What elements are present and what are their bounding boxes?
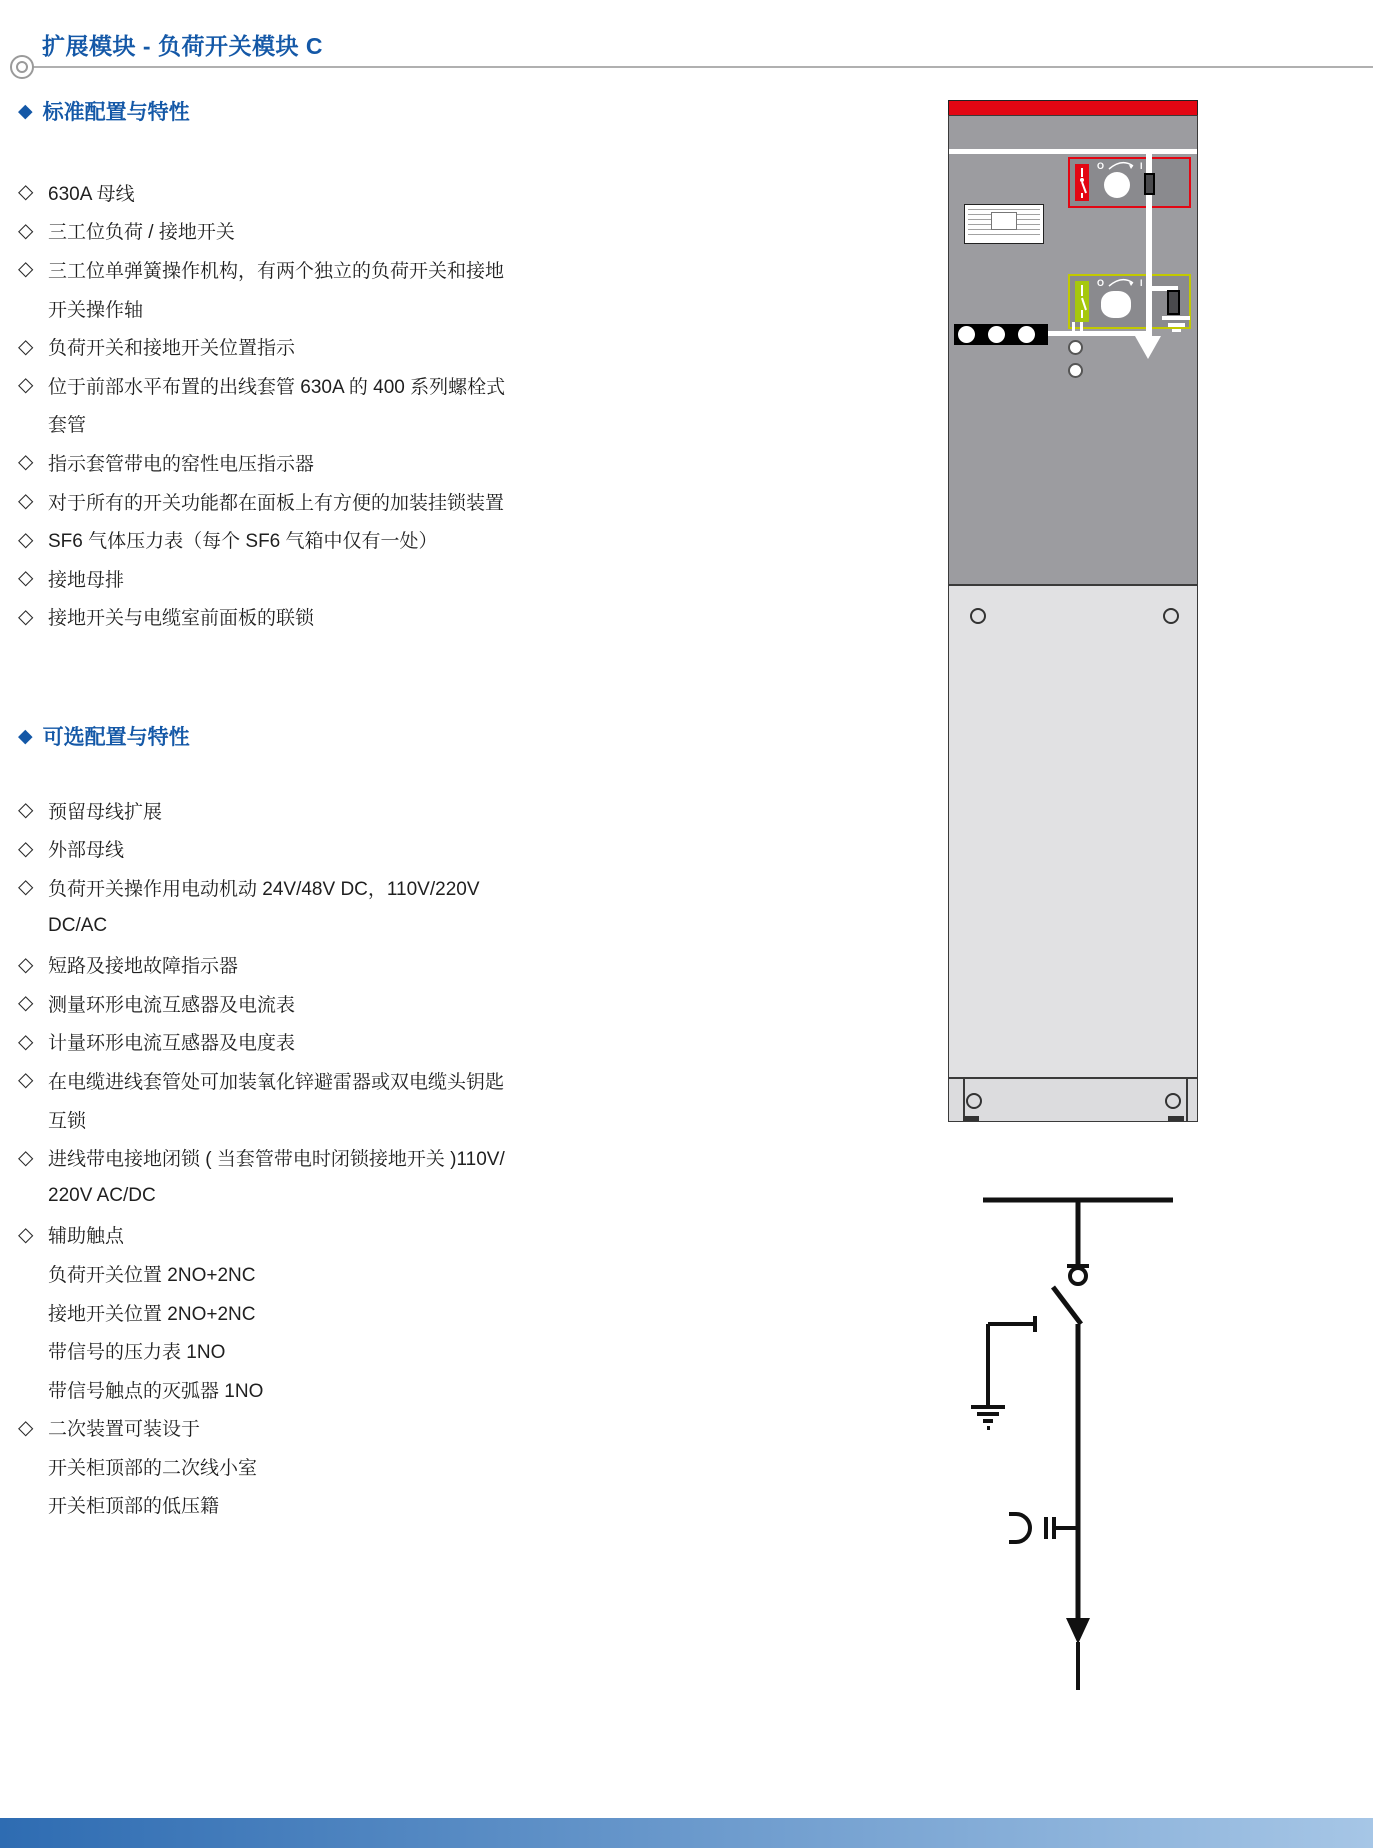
rating-plate <box>964 204 1044 244</box>
feature-text: 接地开关位置 2NO+2NC <box>48 1303 256 1325</box>
feature-text: 接地开关与电缆室前面板的联锁 <box>48 608 315 630</box>
cabinet-lower-panel <box>948 585 1198 1078</box>
hollow-diamond-bullet-icon: ◇ <box>18 1223 34 1246</box>
switch-blade <box>1053 1287 1081 1324</box>
hollow-diamond-bullet-icon: ◇ <box>18 374 34 397</box>
bushing-icon <box>958 326 975 343</box>
feature-item-continuation <box>18 1447 658 1486</box>
feature-text: 预留母线扩展 <box>48 801 163 823</box>
bushing-dot-icon <box>1038 330 1047 339</box>
hollow-diamond-bullet-icon: ◇ <box>18 528 34 551</box>
feature-item-continuation <box>18 1486 658 1525</box>
indicator-lamp <box>1068 340 1083 355</box>
switch-knob <box>1101 291 1131 318</box>
feature-item <box>18 482 658 521</box>
feature-text: 位于前部水平布置的出线套管 630A 的 400 系列螺栓式 <box>48 376 506 398</box>
feature-text: 三工位负荷 / 接地开关 <box>48 222 235 244</box>
optional-section-heading <box>18 721 190 751</box>
feature-text: 计量环形电流互感器及电度表 <box>48 1033 296 1055</box>
feature-text: 三工位单弹簧操作机构，有两个独立的负荷开关和接地 <box>48 260 505 282</box>
hollow-diamond-bullet-icon: ◇ <box>18 1030 34 1053</box>
page-footer-bar <box>0 1818 1373 1848</box>
hollow-diamond-bullet-icon: ◇ <box>18 567 34 590</box>
base-hole-icon <box>1165 1093 1181 1109</box>
feature-text: 二次装置可装设于 <box>48 1419 201 1441</box>
earthing-switch-symbol-icon <box>1075 281 1089 322</box>
feature-text: 630A 母线 <box>48 183 135 205</box>
feature-text: 辅助触点 <box>48 1226 125 1248</box>
feature-text: 带信号的压力表 1NO <box>48 1342 226 1364</box>
feature-text: 进线带电接地闭锁 ( 当套管带电时闭锁接地开关 )110V/ <box>48 1149 505 1171</box>
indicator-lamp <box>1068 363 1083 378</box>
hollow-diamond-bullet-icon: ◇ <box>18 335 34 358</box>
hollow-diamond-bullet-icon: ◇ <box>18 876 34 899</box>
feature-item-continuation <box>18 907 658 946</box>
screw-icon <box>970 608 986 624</box>
switch-pivot-circle <box>1070 1268 1086 1284</box>
feature-item <box>18 250 658 289</box>
feature-item <box>18 868 658 907</box>
feature-item <box>18 598 658 637</box>
feature-text: 互锁 <box>48 1110 87 1132</box>
filled-diamond-icon: ◆ <box>18 725 33 747</box>
feature-text: 开关操作轴 <box>48 299 144 321</box>
earth-coupler <box>1167 290 1180 315</box>
earth-symbol <box>1172 329 1181 332</box>
filled-diamond-icon: ◆ <box>18 100 33 122</box>
feature-text: 套管 <box>48 415 87 437</box>
feature-item <box>18 1023 658 1062</box>
hollow-diamond-bullet-icon: ◇ <box>18 799 34 822</box>
rotate-arrow-icon <box>1106 278 1138 288</box>
feature-text: 开关柜顶部的二次线小室 <box>48 1457 258 1479</box>
feature-item <box>18 791 658 830</box>
feature-text: 对于所有的开关功能都在面板上有方便的加装挂锁装置 <box>48 492 505 514</box>
cabinet-foot <box>963 1116 979 1121</box>
load-switch-symbol-icon <box>1075 164 1089 201</box>
open-close-indicator: O I <box>1097 160 1143 171</box>
open-close-indicator: O I <box>1097 277 1143 288</box>
ring-ornament-icon <box>10 55 34 79</box>
hollow-diamond-bullet-icon: ◇ <box>18 1146 34 1169</box>
feature-item-continuation <box>18 405 658 444</box>
bushing-icon <box>988 326 1005 343</box>
standard-feature-list <box>18 173 658 636</box>
feature-text: 在电缆进线套管处可加装氧化锌避雷器或双电缆头钥匙 <box>48 1071 505 1093</box>
bushing-dot-icon <box>978 330 987 339</box>
feature-text: 负荷开关位置 2NO+2NC <box>48 1264 256 1286</box>
feature-text: 接地母排 <box>48 569 125 591</box>
single-line-diagram <box>950 1190 1190 1700</box>
connector-tick <box>1072 322 1075 333</box>
feature-item <box>18 984 658 1023</box>
rotate-arrow-icon <box>1106 161 1138 171</box>
feature-item <box>18 366 658 405</box>
feature-item <box>18 559 658 598</box>
hollow-diamond-bullet-icon: ◇ <box>18 219 34 242</box>
hollow-diamond-bullet-icon: ◇ <box>18 258 34 281</box>
screw-icon <box>1163 608 1179 624</box>
feature-item-continuation <box>18 1370 658 1409</box>
feature-text: SF6 气体压力表（每个 SF6 气箱中仅有一处） <box>48 531 438 553</box>
feature-item <box>18 327 658 366</box>
feature-item <box>18 173 658 212</box>
standard-section-heading <box>18 96 190 126</box>
load-switch-operation-box <box>1068 157 1191 208</box>
feature-text: 220V AC/DC <box>48 1185 156 1207</box>
feature-text: DC/AC <box>48 915 108 937</box>
feature-item-continuation <box>18 1293 658 1332</box>
feature-item <box>18 1061 658 1100</box>
standard-heading-text: 标准配置与特性 <box>42 101 190 124</box>
feature-item-continuation <box>18 1254 658 1293</box>
feature-item <box>18 212 658 251</box>
feature-text: 负荷开关和接地开关位置指示 <box>48 338 296 360</box>
feature-item-continuation <box>18 1100 658 1139</box>
feature-item <box>18 443 658 482</box>
hollow-diamond-bullet-icon: ◇ <box>18 1069 34 1092</box>
cable-arrow <box>1066 1618 1090 1644</box>
feature-item <box>18 830 658 869</box>
hollow-diamond-bullet-icon: ◇ <box>18 490 34 513</box>
feature-item-continuation <box>18 289 658 328</box>
bushing-icon <box>1018 326 1035 343</box>
hollow-diamond-bullet-icon: ◇ <box>18 181 34 204</box>
switch-knob <box>1104 172 1130 198</box>
switchgear-cabinet-illustration <box>948 100 1198 1122</box>
page-title: 扩展模块 - 负荷开关模块 C <box>42 33 323 59</box>
hollow-diamond-bullet-icon: ◇ <box>18 451 34 474</box>
optional-heading-text: 可选配置与特性 <box>42 726 190 749</box>
feature-text: 负荷开关操作用电动机动 24V/48V DC，110V/220V <box>48 878 480 900</box>
feature-text: 测量环形电流互感器及电流表 <box>48 994 296 1016</box>
bushing-dot-icon <box>1008 330 1017 339</box>
header-divider <box>24 66 1373 68</box>
feature-item <box>18 945 658 984</box>
capacitive-indicator-symbol <box>1009 1514 1030 1542</box>
bushing-connection-line <box>1048 331 1149 336</box>
feature-text: 开关柜顶部的低压籍 <box>48 1496 220 1518</box>
connector-tick <box>1080 322 1083 333</box>
cable-bushing-strip <box>954 324 1048 345</box>
busbar-arrow-icon <box>1135 336 1161 359</box>
feature-item <box>18 1138 658 1177</box>
hollow-diamond-bullet-icon: ◇ <box>18 837 34 860</box>
feature-item <box>18 1409 658 1448</box>
hollow-diamond-bullet-icon: ◇ <box>18 992 34 1015</box>
cabinet-foot <box>1168 1116 1184 1121</box>
busbar-coupler <box>1144 173 1155 195</box>
hollow-diamond-bullet-icon: ◇ <box>18 605 34 628</box>
feature-text: 短路及接地故障指示器 <box>48 956 239 978</box>
feature-text: 外部母线 <box>48 840 125 862</box>
earth-symbol <box>1162 316 1190 320</box>
feature-item <box>18 520 658 559</box>
feature-text: 指示套管带电的窑性电压指示器 <box>48 453 315 475</box>
hollow-diamond-bullet-icon: ◇ <box>18 1416 34 1439</box>
cabinet-upper-panel <box>948 115 1198 585</box>
cabinet-base <box>948 1078 1198 1122</box>
optional-feature-list <box>18 791 658 1524</box>
feature-text: 带信号触点的灭弧器 1NO <box>48 1380 264 1402</box>
feature-item-continuation <box>18 1177 658 1216</box>
feature-item <box>18 1216 658 1255</box>
earth-symbol <box>1168 323 1185 327</box>
hollow-diamond-bullet-icon: ◇ <box>18 953 34 976</box>
base-hole-icon <box>966 1093 982 1109</box>
feature-item-continuation <box>18 1331 658 1370</box>
cabinet-white-line <box>949 149 1197 154</box>
